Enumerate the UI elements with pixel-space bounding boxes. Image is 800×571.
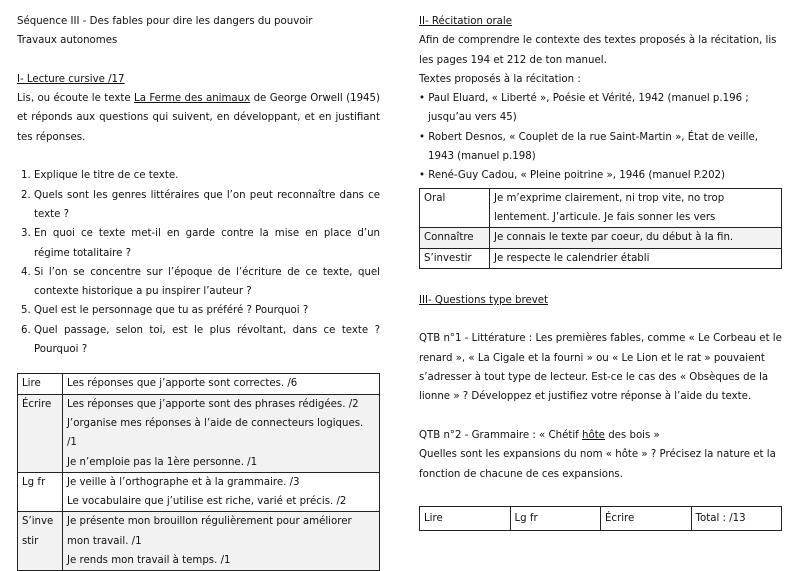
criteria-cell: Les réponses que j’apporte sont correctes. /6 xyxy=(63,374,380,394)
question-item: 4. Si l’on se concentre sur l’époque de l’écriture de ce texte, quel contexte historique a pu inspirer l’auteur ? xyxy=(34,263,380,302)
question-item: 3. En quoi ce texte met-il en garde contre la mise en place d’un régime totalitaire ? xyxy=(34,224,380,263)
criteria-cell: Je présente mon brouillon régulièrement pour améliorer mon travail. /1 Je rends mon travail à temps. /1 xyxy=(63,512,380,571)
criteria-cell: Je m’exprime clairement, ni trop vite, no trop lentement. J’articule. Je fais sonner les vers xyxy=(490,188,782,228)
qtb2-question: Quelles sont les expansions du nom « hôte » ? Précisez la nature et la fonction de chacune de ces expansions. xyxy=(419,449,776,480)
table-row xyxy=(420,188,782,228)
list-item: • Robert Desnos, « Couplet de la rue Saint-Martin », État de veille, 1943 (manuel p.198) xyxy=(419,128,782,167)
section1-intro: Lis, ou écoute le texte La Ferme des animaux de George Orwell (1945) et réponds aux questions qui suivent, en développant, et en justifiant tes réponses. xyxy=(17,93,380,143)
skill-cell: Lg fr xyxy=(18,472,63,512)
score-cell-total: Total : /13 xyxy=(691,506,782,530)
document-title: Séquence III - Des fables pour dire les dangers du pouvoir xyxy=(17,16,313,27)
question-item: 1. Explique le titre de ce texte. xyxy=(34,166,380,185)
section2-rubric-table xyxy=(419,188,782,269)
document-subtitle: Travaux autonomes xyxy=(17,35,118,47)
section3-heading: III- Questions type brevet xyxy=(419,294,549,306)
criteria-cell: Je veille à l’orthographe et à la grammaire. /3 Le vocabulaire que j’utilise est riche, varié et précis. /2 xyxy=(63,472,380,512)
criteria-cell: Je respecte le calendrier établi xyxy=(490,248,782,268)
texts-label: Textes proposés à la récitation : xyxy=(419,73,581,85)
skill-cell: Lire xyxy=(18,374,63,394)
qtb2-quote: QTB n°2 - Grammaire : « Chétif hôte des bois » xyxy=(419,429,660,441)
right-column xyxy=(419,12,782,531)
left-column xyxy=(17,12,380,571)
score-cell-ecrire: Écrire xyxy=(601,506,692,530)
list-item: • René-Guy Cadou, « Pleine poitrine », 1946 (manuel P.202) xyxy=(419,166,782,185)
skill-cell: Connaître xyxy=(420,228,490,248)
table-row xyxy=(18,472,380,512)
criteria-cell: Je connais le texte par coeur, du début à la fin. xyxy=(490,228,782,248)
skill-cell: S’investir xyxy=(420,248,490,268)
section1-heading: I- Lecture cursive /17 xyxy=(17,73,125,85)
list-item: • Paul Eluard, « Liberté », Poésie et Vérité, 1942 (manuel p.196 ; jusqu’au vers 45) xyxy=(419,89,782,128)
table-row xyxy=(420,228,782,248)
skill-cell: Oral xyxy=(420,188,490,228)
score-table xyxy=(419,506,782,531)
criteria-cell: Les réponses que j’apporte sont des phrases rédigées. /2 J’organise mes réponses à l’aide de connecteurs logiques. /1 Je n’emploie pas la 1ère personne. /1 xyxy=(63,394,380,472)
section1-rubric-table xyxy=(17,373,380,571)
table-row xyxy=(420,506,782,530)
score-cell-lire: Lire xyxy=(420,506,511,530)
table-row xyxy=(18,374,380,394)
section2-heading: II- Récitation orale xyxy=(419,16,512,27)
skill-cell: S’inve stir xyxy=(18,512,63,571)
qtb1-question: QTB n°1 - Littérature : Les premières fables, comme « Le Corbeau et le renard », « La Cigale et la fourni » ou « Le Lion et le rat » pouvaient s’adresser à tout type de lecteur. Est-ce le cas des « Obsèques de la lionne » ? Développez et justifiez votre réponse à l’aide du texte. xyxy=(419,333,782,403)
question-list xyxy=(17,166,380,359)
table-row xyxy=(18,394,380,472)
book-title: La Ferme des animaux xyxy=(134,93,251,105)
table-row xyxy=(420,248,782,268)
question-item: 5. Quel est le personnage que tu as préféré ? Pourquoi ? xyxy=(34,301,380,320)
table-row xyxy=(18,512,380,571)
section2-intro: Afin de comprendre le contexte des textes proposés à la récitation, lis les pages 194 et 212 de ton manuel. xyxy=(419,35,777,66)
recitation-texts-list xyxy=(419,89,782,185)
question-item: 2. Quels sont les genres littéraires que l’on peut reconnaître dans ce texte ? xyxy=(34,186,380,225)
skill-cell: Écrire xyxy=(18,394,63,472)
question-item: 6. Quel passage, selon toi, est le plus révoltant, dans ce texte ? Pourquoi ? xyxy=(34,321,380,360)
score-cell-lgfr: Lg fr xyxy=(510,506,601,530)
